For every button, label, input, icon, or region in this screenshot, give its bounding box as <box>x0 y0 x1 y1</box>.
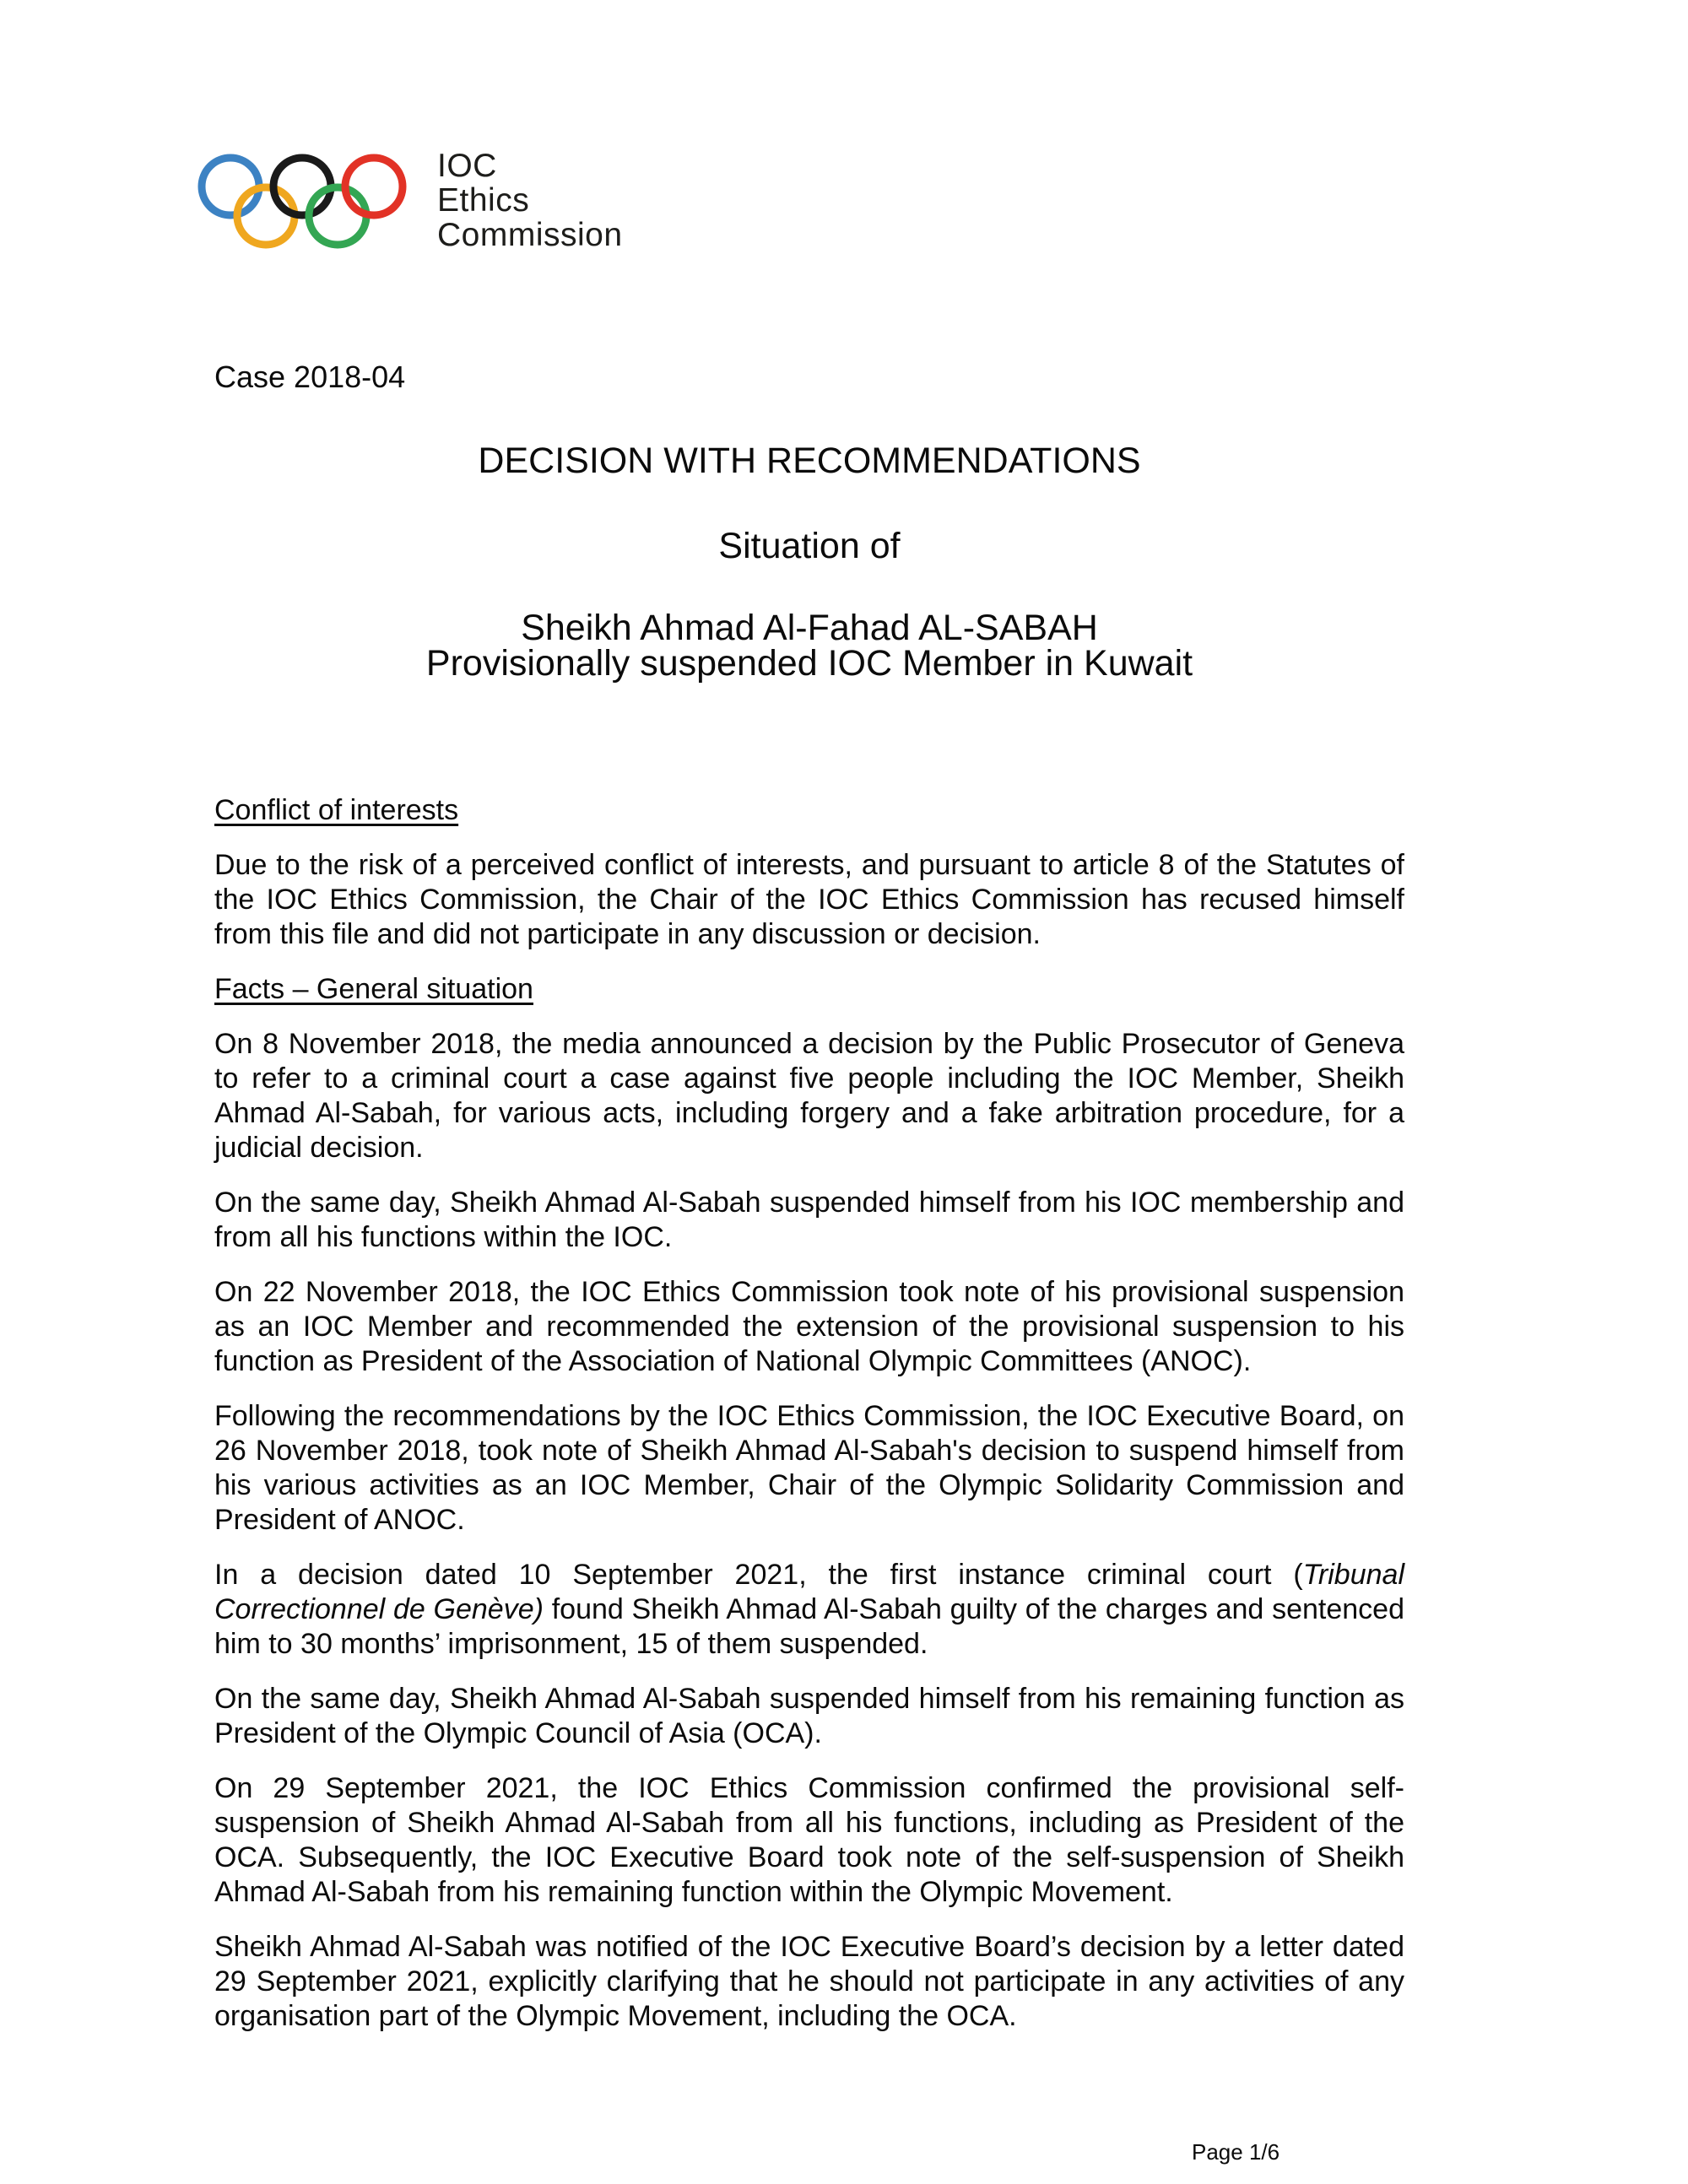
body-paragraph <box>214 1558 1404 1662</box>
body-paragraph <box>214 1027 1404 1165</box>
ring-green <box>309 187 366 245</box>
case-number: Case 2018-04 <box>214 359 406 394</box>
ioc-ethics-commission-logo <box>197 148 1404 253</box>
text-run: found Sheikh Ahmad Al-Sabah guilty of the charges and sentenced him to 30 months’ imprisonment, 15 of them suspended. <box>214 1593 1404 1660</box>
ring-black <box>273 158 331 215</box>
ring-red <box>345 158 403 215</box>
italic-text-run: Tribunal Correctionnel de Genève) <box>214 1559 1404 1625</box>
text-run: Sheikh Ahmad Al-Sabah was notified of the IOC Executive Board’s decision by a letter dated 29 September 2021, explicitly clarifying that he should not participate in any activities of any organisation part of the Olympic Movement, including the OCA. <box>214 1931 1404 2032</box>
page-content <box>214 0 1404 2054</box>
body-paragraph <box>214 1930 1404 2034</box>
section-heading: Conflict of interests <box>214 794 459 826</box>
document-subtitle: Situation of <box>718 526 901 566</box>
logo-wordmark-line: Commission <box>437 217 623 253</box>
page-number: Page 1/6 <box>1192 2139 1280 2165</box>
ring-yellow <box>237 187 295 245</box>
section-heading: Facts – General situation <box>214 973 533 1005</box>
body-paragraph <box>214 1682 1404 1751</box>
body-paragraph <box>214 1186 1404 1255</box>
text-run: In a decision dated 10 September 2021, the first instance criminal court ( <box>214 1559 1303 1591</box>
body-paragraph <box>214 1399 1404 1538</box>
logo-wordmark-line: IOC <box>437 148 497 184</box>
body-paragraph <box>214 1275 1404 1379</box>
document-title: DECISION WITH RECOMMENDATIONS <box>478 441 1141 481</box>
subject-name: Sheikh Ahmad Al-Fahad AL-SABAH <box>521 608 1098 648</box>
text-run: On 22 November 2018, the IOC Ethics Commission took note of his provisional suspension as an IOC Member and recommended the extension of the provisional suspension to his function as President of the Association of National Olympic Committees (ANOC). <box>214 1276 1404 1377</box>
body-paragraph <box>214 848 1404 952</box>
ring-blue <box>202 158 259 215</box>
olympic-rings-icon <box>197 154 407 249</box>
text-run: On 8 November 2018, the media announced a decision by the Public Prosecutor of Geneva to refer to a criminal court a case against five people including the IOC Member, Sheikh Ahmad Al-Sabah, for various acts, including forgery and a fake arbitration procedure, for a judicial decision. <box>214 1028 1404 1164</box>
document-body <box>214 793 1404 2034</box>
subject-block <box>214 608 1404 684</box>
text-run: On the same day, Sheikh Ahmad Al-Sabah suspended himself from his remaining function as President of the Olympic Council of Asia (OCA). <box>214 1683 1404 1749</box>
subject-role: Provisionally suspended IOC Member in Kuwait <box>425 643 1193 684</box>
body-paragraph <box>214 1771 1404 1910</box>
text-run: On the same day, Sheikh Ahmad Al-Sabah suspended himself from his IOC membership and from all his functions within the IOC. <box>214 1187 1404 1253</box>
text-run: On 29 September 2021, the IOC Ethics Commission confirmed the provisional self-suspension of Sheikh Ahmad Al-Sabah from all his functions, including as President of the OCA. Subsequently, the IOC Executive Board took note of the self-suspension of Sheikh Ahmad Al-Sabah from his remaining function within the Olympic Movement. <box>214 1772 1404 1908</box>
logo-wordmark-line: Ethics <box>437 182 530 219</box>
logo-wordmark <box>437 149 623 252</box>
text-run: Following the recommendations by the IOC Ethics Commission, the IOC Executive Board, on 26 November 2018, took note of Sheikh Ahmad Al-Sabah's decision to suspend himself from his various activities as an IOC Member, Chair of the Olympic Solidarity Commission and President of ANOC. <box>214 1400 1404 1536</box>
text-run: Due to the risk of a perceived conflict of interests, and pursuant to article 8 of the Statutes of the IOC Ethics Commission, the Chair of the IOC Ethics Commission has recused himself from this file and did not participate in any discussion or decision. <box>214 849 1404 950</box>
